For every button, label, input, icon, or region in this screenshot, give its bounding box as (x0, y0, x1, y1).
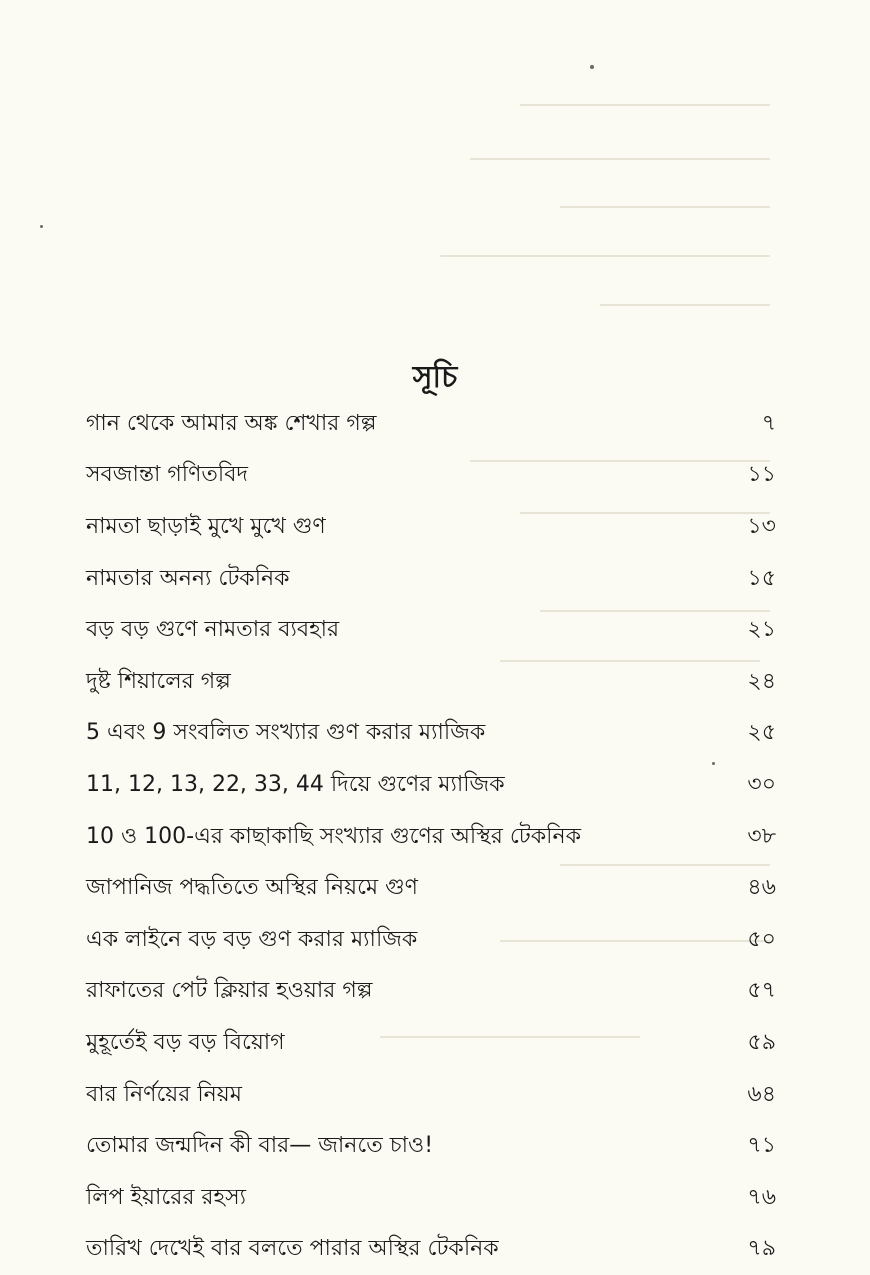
toc-entry-title: নামতা ছাড়াই মুখে মুখে গুণ (86, 512, 326, 542)
toc-entry-title: নামতার অনন্য টেকনিক (86, 564, 290, 594)
paper-speck (590, 65, 594, 69)
toc-entry-title: দুষ্ট শিয়ালের গল্প (86, 667, 231, 697)
toc-entry-page: ১৫ (726, 564, 776, 594)
toc-entry-page: ১১ (726, 460, 776, 490)
toc-entry[interactable] (86, 553, 776, 605)
toc-entry[interactable] (86, 450, 776, 502)
toc-entry[interactable] (86, 1069, 776, 1121)
toc-entry-title: বড় বড় গুণে নামতার ব্যবহার (86, 615, 339, 645)
toc-entry-title: বার নির্ণয়ের নিয়ম (86, 1080, 242, 1110)
toc-entry-page: ৭ (726, 409, 776, 439)
toc-entry-page: ৭৯ (726, 1234, 776, 1264)
toc-entry-title: এক লাইনে বড় বড় গুণ করার ম্যাজিক (86, 925, 417, 955)
toc-entry[interactable] (86, 1017, 776, 1069)
toc-entry[interactable] (86, 914, 776, 966)
toc-entry-title: রাফাতের পেট ক্লিয়ার হওয়ার গল্প (86, 976, 372, 1006)
toc-entry[interactable] (86, 966, 776, 1018)
toc-entry[interactable] (86, 501, 776, 553)
toc-entry-page: ৭৬ (726, 1183, 776, 1213)
toc-entry-page: ৭১ (726, 1131, 776, 1161)
toc-entry-title: সবজান্তা গণিতবিদ (86, 460, 248, 490)
toc-entry[interactable] (86, 398, 776, 450)
toc-entry-title: 10 ও 100-এর কাছাকাছি সংখ্যার গুণের অস্থির টেকনিক (86, 822, 581, 852)
page-title: সূচি (0, 358, 870, 398)
toc-entry-page: ২৪ (726, 667, 776, 697)
toc-entry-title: জাপানিজ পদ্ধতিতে অস্থির নিয়মে গুণ (86, 873, 418, 903)
toc-entry-page: ২১ (726, 615, 776, 645)
toc-entry-page: ৪৬ (726, 873, 776, 903)
toc-entry[interactable] (86, 1224, 776, 1275)
paper-speck (40, 225, 43, 228)
toc-entry-title: 11, 12, 13, 22, 33, 44 দিয়ে গুণের ম্যাজিক (86, 770, 505, 800)
toc-entry-page: ৫৯ (726, 1028, 776, 1058)
toc-entry[interactable] (86, 604, 776, 656)
toc-entry[interactable] (86, 656, 776, 708)
toc-entry-page: ১৩ (726, 512, 776, 542)
toc-entry-page: ৩০ (726, 770, 776, 800)
toc-entry-title: লিপ ইয়ারের রহস্য (86, 1183, 246, 1213)
toc-entry-title: তারিখ দেখেই বার বলতে পারার অস্থির টেকনিক (86, 1234, 499, 1264)
toc-entry-title: 5 এবং 9 সংবলিত সংখ্যার গুণ করার ম্যাজিক (86, 718, 485, 748)
toc-entry-page: ৬৪ (726, 1080, 776, 1110)
toc-entry-title: তোমার জন্মদিন কী বার— জানতে চাও! (86, 1131, 433, 1161)
toc-entry-page: ৩৮ (726, 822, 776, 852)
toc-entry[interactable] (86, 811, 776, 863)
toc-entry-title: গান থেকে আমার অঙ্ক শেখার গল্প (86, 409, 376, 439)
toc-entry-page: ৫০ (726, 925, 776, 955)
toc-entry-title: মুহূর্তেই বড় বড় বিয়োগ (86, 1028, 285, 1058)
toc-entry[interactable] (86, 1172, 776, 1224)
toc-entry[interactable] (86, 1120, 776, 1172)
toc-entry-page: ৫৭ (726, 976, 776, 1006)
toc-entry[interactable] (86, 759, 776, 811)
toc-entry[interactable] (86, 708, 776, 760)
toc-entry-page: ২৫ (726, 718, 776, 748)
table-of-contents (86, 398, 776, 1275)
toc-entry[interactable] (86, 862, 776, 914)
